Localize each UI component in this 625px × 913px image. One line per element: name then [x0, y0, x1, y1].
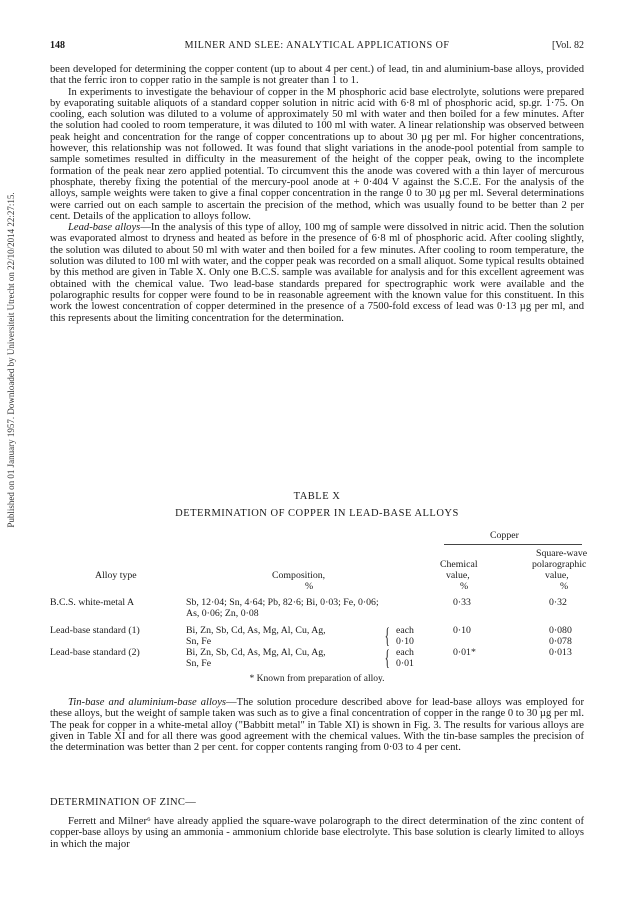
- volume-label: [Vol. 82: [551, 40, 584, 51]
- page-number: 148: [50, 40, 65, 51]
- brace-glyph: {: [384, 645, 390, 670]
- run-in-heading: Tin-base and aluminium-base alloys: [68, 697, 227, 708]
- col-comp-unit: %: [305, 581, 314, 592]
- table-footnote: * Known from preparation of alloy.: [249, 674, 385, 684]
- paragraph: In experiments to investigate the behaviour of copper in the M phosphoric acid base electrolyte, solutions were prepared by evaporating suitable aliquots of a standard copper solution in nitric acid with 6·8 ml of phosphoric acid, sp.gr. 1·75. On cooling, each solution was diluted to a volume of approximately 50 ml with water and then boiled for a few minutes. After the solution had cooled to room temperature, it was diluted to 100 ml with water. A linear relationship was observed between peak height and concentration for the range of copper concentrations up to about 30 µg per ml. For higher concentrations, however, this relationship was not followed. It was found that slight variations in the anode-pool potential from sample to sample sometimes resulted in difficulty in the measurement of the height of the copper peak, owing to the incomplete formation of the peak near zero applied potential. To circumvent this the anode was covered with a thin layer of mercurous phosphate, thereby fixing the potential of the mercury-pool anode at + 0·404 V against the S.C.E. For the analysis of the alloys, sample weights were taken to give a final copper concentration in the range 0 to 30 µg per ml. Several determinations were carried out on each sample to ascertain the precision of the method, which was usually found to be better than 2 per cent. Details of the application to alloys follow.: [50, 86, 584, 222]
- run-in-heading: Lead-base alloys: [68, 222, 141, 234]
- col-polarographic: polarographic: [532, 559, 587, 570]
- col-square-wave: Square-wave: [536, 548, 588, 559]
- section-heading: DETERMINATION OF ZINC—: [50, 797, 197, 808]
- running-header: [50, 40, 584, 54]
- col-chemical: Chemical: [440, 559, 478, 570]
- table-caption: DETERMINATION OF COPPER IN LEAD-BASE ALLOYS: [175, 508, 459, 519]
- paragraph: Lead-base alloys—In the analysis of this type of alloy, 100 mg of sample were dissolved in nitric acid. Then the solution was evaporated almost to dryness and heated as before in the presence of 6·8 ml of phosphoric acid. After cooling slightly, the solution was diluted to about 50 ml with water and then boiled for a few minutes. After cooling to room temperature, the solution was diluted to 100 ml with water, and the copper peak was recorded on a small aliquot. Some typical results obtained by this method are given in Table X. Only one B.C.S. sample was available for analysis and for this excellent agreement was obtained with the chemical value. Two lead-base standards prepared for spectrographic work were available and the polarographic results for copper were found to be in reasonable agreement with the known value for this constituent. In this work the lowest concentration of copper determined in the presence of a 7500-fold excess of lead was 0·13 µg per ml, and this represents about the limiting concentration for the determination.: [50, 222, 584, 324]
- col-composition: Composition,: [272, 570, 326, 581]
- col-sq-value: value,: [545, 570, 569, 581]
- col-chemical-value: value,: [446, 570, 470, 581]
- paragraph: Ferrett and Milner⁶ have already applied the square-wave polarograph to the direct determination of the zinc content of copper-base alloys by using an ammonia - ammonium chloride base electrolyte. This base solution is clearly limited to alloys in which the major: [50, 816, 584, 850]
- table-group-header: Copper: [490, 530, 519, 541]
- body-text-middle: [50, 697, 584, 753]
- paragraph: Tin-base and aluminium-base alloys—The solution procedure described above for lead-base alloys was employed for these alloys, but the weight of sample taken was such as to give a final concentration of copper in the range 0 to 30 µg per ml. The peak for copper in a white-metal alloy ("Babbitt metal" in Table XI) is shown in Fig. 3. The results for various alloys are given in Table XI and for all there was good agreement with the chemical values. With the tin-base samples the precision of the determination was better than 2 per cent. for copper contents ranging from 0·03 to 4 per cent.: [50, 697, 584, 754]
- table-label: TABLE X: [293, 491, 341, 502]
- paragraph: been developed for determining the copper content (up to about 4 per cent.) of lead, tin and aluminium-base alloys, provided that the ferric iron to copper ratio in the sample is not greater than 1 to 1.: [50, 64, 584, 87]
- body-text-top: [50, 64, 584, 324]
- brace-glyph: {: [384, 623, 390, 648]
- download-notice: Published on 01 January 1957. Downloaded by Universiteit Utrecht on 22/10/2014 22:27:15.: [6, 192, 16, 528]
- col-alloy-type: Alloy type: [95, 570, 137, 581]
- group-rule: [444, 544, 582, 545]
- col-sq-unit: %: [560, 581, 569, 592]
- col-chem-unit: %: [460, 581, 469, 592]
- running-title: MILNER AND SLEE: ANALYTICAL APPLICATIONS OF: [184, 40, 450, 51]
- body-text-bottom: [50, 816, 584, 850]
